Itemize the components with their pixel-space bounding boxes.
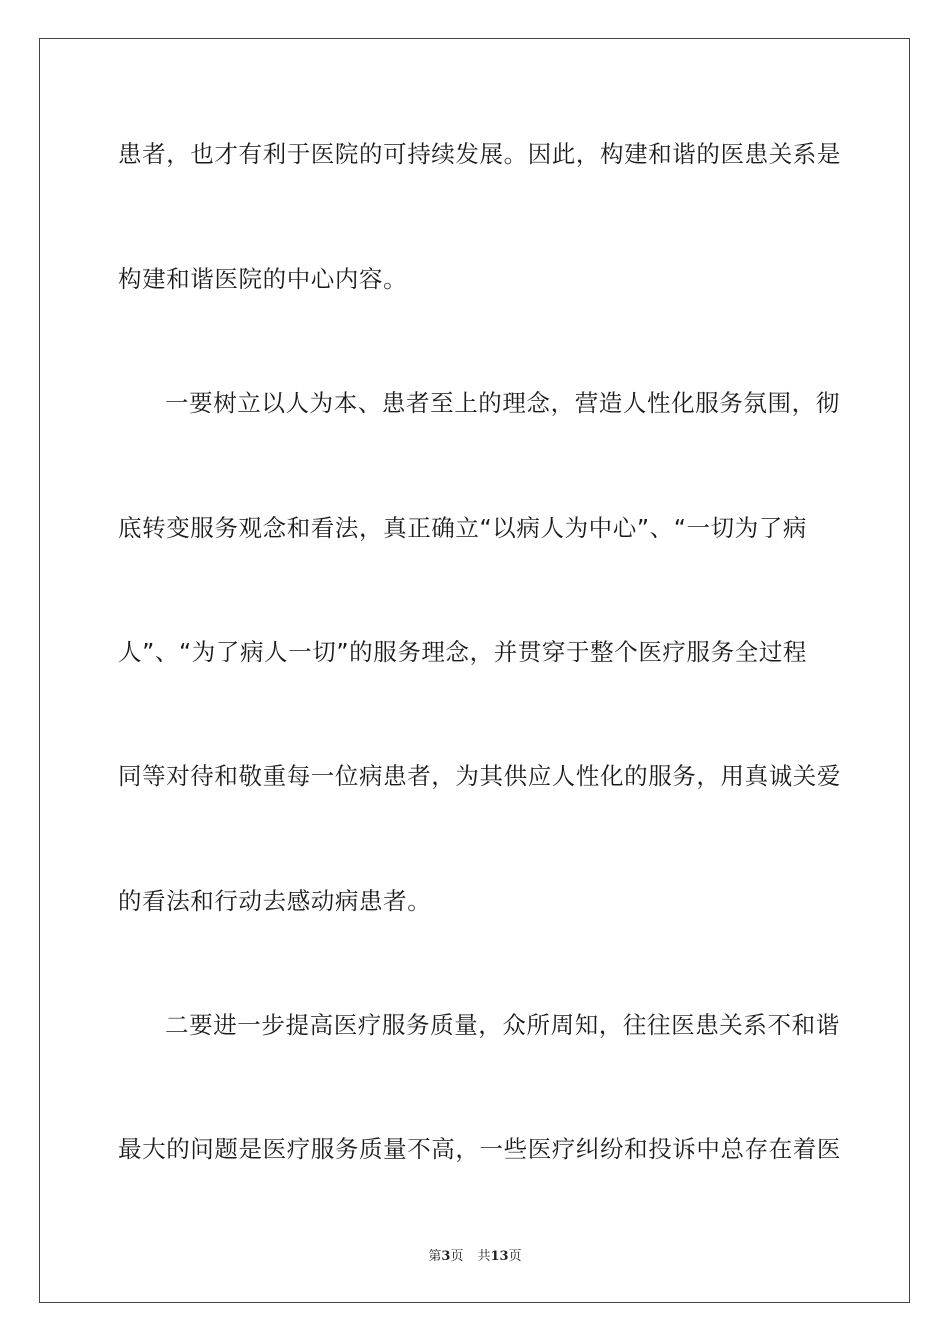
- page-border: [39, 38, 910, 1303]
- paragraph-1-line-2: 底转变服务观念和看法，真正确立“以病人为中心”、“一切为了病: [118, 514, 808, 542]
- page-footer: [0, 1248, 950, 1266]
- paragraph-1-line-4: 同等对待和敬重每一位病患者，为其供应人性化的服务，用真诚关爱: [118, 762, 841, 790]
- total-suffix: 页: [508, 1249, 522, 1264]
- total-pages: 13: [490, 1249, 509, 1264]
- paragraph-1-line-5: 的看法和行动去感动病患者。: [118, 887, 432, 915]
- total-prefix: 共: [477, 1249, 491, 1264]
- page-prefix: 第: [428, 1249, 442, 1264]
- paragraph-2-line-1: 二要进一步提高医疗服务质量，众所周知，往往医患关系不和谐: [165, 1011, 840, 1039]
- body-line-2: 构建和谐医院的中心内容。: [118, 265, 408, 293]
- body-line-1: 患者，也才有利于医院的可持续发展。因此，构建和谐的医患关系是: [118, 140, 841, 168]
- paragraph-1-line-3: 人”、“为了病人一切”的服务理念，并贯穿于整个医疗服务全过程: [118, 638, 808, 666]
- paragraph-2-line-2: 最大的问题是医疗服务质量不高，一些医疗纠纷和投诉中总存在着医: [118, 1135, 841, 1163]
- page-suffix: 页: [450, 1249, 464, 1264]
- page-number: 3: [441, 1249, 451, 1264]
- paragraph-1-line-1: 一要树立以人为本、患者至上的理念，营造人性化服务氛围，彻: [165, 389, 840, 417]
